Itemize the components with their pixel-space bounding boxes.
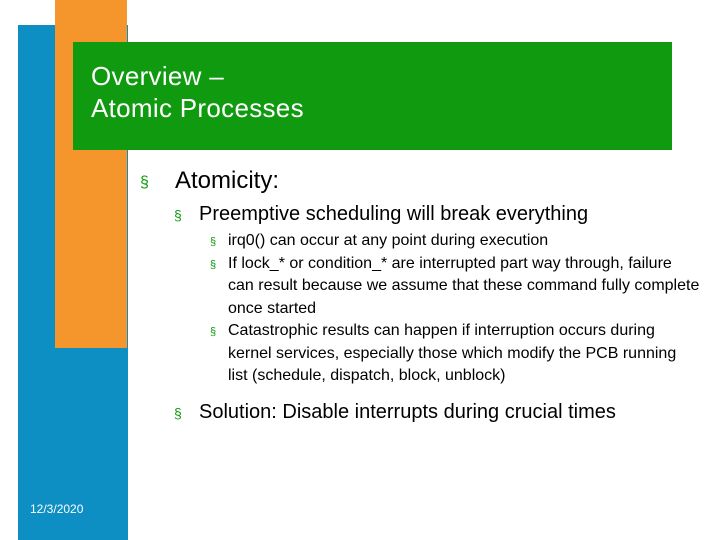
bullet-item-irq0 xyxy=(210,230,700,253)
bullet-icon: § xyxy=(140,174,149,191)
slide-body xyxy=(140,166,700,428)
slide-title-line-1: Overview – xyxy=(91,61,225,91)
slide-title xyxy=(91,60,304,124)
bullet-icon: § xyxy=(210,258,217,271)
bullet-icon: § xyxy=(174,404,182,421)
bullet-text: If lock_* or condition_* are interrupted part way through, failure can result because we assume that these command fully complete once started xyxy=(228,254,700,317)
bullet-text: irq0() can occur at any point during execution xyxy=(228,232,549,249)
bullet-text: Atomicity: xyxy=(175,167,280,194)
slide-title-line-2: Atomic Processes xyxy=(91,93,304,123)
bullet-item-catastrophic xyxy=(210,320,700,388)
bullet-text: Catastrophic results can happen if interruption occurs during kernel services, especially those which modify the PCB running list (schedule, dispatch, block, unblock) xyxy=(228,322,677,384)
bullet-item-atomicity xyxy=(140,166,700,196)
title-bar xyxy=(73,42,672,150)
bullet-item-lock-condition xyxy=(210,253,700,321)
bullet-icon: § xyxy=(210,326,217,338)
bullet-item-preemptive xyxy=(174,202,700,226)
bullet-icon: § xyxy=(210,236,217,248)
slide-date: 12/3/2020 xyxy=(30,502,84,516)
bullet-text: Solution: Disable interrupts during crucial times xyxy=(199,400,616,423)
bullet-item-solution xyxy=(174,400,700,424)
bullet-text: Preemptive scheduling will break everything xyxy=(199,203,589,225)
bullet-icon: § xyxy=(174,207,182,223)
